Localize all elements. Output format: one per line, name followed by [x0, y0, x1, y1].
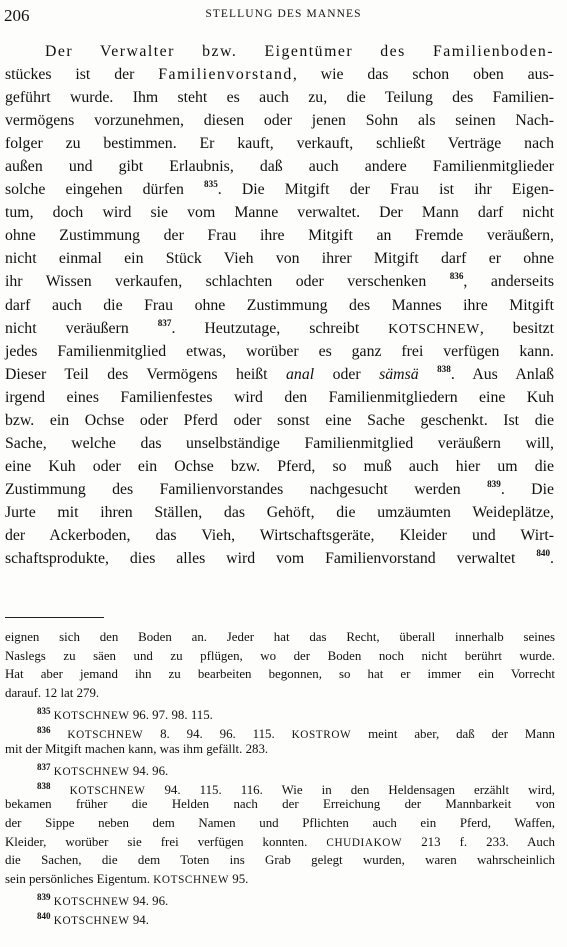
text-line: darf auch die Frau ohne Zustimmung des Mannes ihre Mitgift: [5, 296, 554, 314]
footnote-835: $^{835}$ KOTSCHNEW 96. 97. 98. 115.: [37, 706, 213, 723]
text-line: nicht einmal ein Stück Vieh von ihrer Mitgift darf er ohne: [5, 250, 554, 268]
text-line: ihr Wissen verkaufen, schlachten oder verschenken $^{836}$, anderseits: [5, 271, 554, 291]
footnote-number: 839: [37, 892, 51, 903]
footnote-number: 835: [37, 706, 51, 717]
page-header: [0, 0, 567, 34]
footnote-line: sein persönliches Eigentum. KOTSCHNEW 95.: [5, 871, 249, 886]
text-line: stückes ist der Familienvorstand, wie das schon oben aus-: [5, 66, 554, 84]
text-line: Sache, welche das unselbständige Familienmitglied veräußern will,: [5, 434, 554, 452]
footnote-number: 838: [37, 780, 51, 791]
footnote-separator: [5, 617, 104, 618]
text-line: der Ackerboden, das Vieh, Wirtschaftsgeräte, Kleider und Wirt-: [5, 526, 554, 544]
footnote-line: darauf. 12 lat 279.: [5, 685, 100, 700]
text-line: vermögens vorzunehmen, diesen oder jenen Sohn als seinen Nach-: [5, 112, 554, 130]
author-name: KOTSCHNEW: [53, 766, 130, 779]
text-line: tum, doch wird sie vom Manne verwaltet. Der Mann darf nicht: [5, 204, 554, 222]
text-line: Der Verwalter bzw. Eigentümer des Familienboden-: [45, 43, 554, 60]
footnote-ref: 840: [536, 548, 551, 559]
footnote-line: bekamen früher die Helden nach der Erreichung der Mannbarkeit von: [5, 797, 555, 812]
author-name: KOTSCHNEW: [153, 873, 230, 886]
footnote-line: Kleider, worüber sie frei verfügen konnten. CHUDIAKOW 213 f. 233. Auch: [5, 834, 555, 849]
author-name: KOTSCHNEW: [67, 728, 144, 741]
footnote-number: 840: [37, 910, 51, 921]
text-line: ohne Zustimmung der Frau ihre Mitgift an Fremde veräußern,: [5, 227, 554, 245]
footnote-line: eignen sich den Boden an. Jeder hat das Recht, überall innerhalb seines: [5, 630, 555, 644]
author-name: CHUDIAKOW: [326, 836, 403, 849]
text-line: nicht veräußern $^{837}$. Heutzutage, schreibt KOTSCHNEW, besitzt: [5, 317, 554, 337]
term: sämsä: [379, 365, 419, 383]
text-line: Dieser Teil des Vermögens heißt anal oder sämsä $^{838}$. Aus Anlaß: [5, 363, 555, 383]
text-line: außen und gibt Erlaubnis, daß auch andere Familienmitglieder: [5, 158, 554, 176]
footnote-ref: 835: [204, 179, 218, 190]
term: anal: [286, 365, 315, 383]
text-line: schaftsprodukte, dies alles wird vom Familienvorstand verwaltet $^{840}$.: [5, 548, 554, 568]
footnote-839: $^{839}$ KOTSCHNEW 94. 96.: [37, 892, 169, 909]
emphasis: Familienvorstand: [158, 66, 293, 84]
text-line: solche eingehen dürfen $^{835}$. Die Mitgift der Frau ist ihr Eigen-: [5, 179, 554, 199]
text-line: geführt wurde. Ihm steht es auch zu, die Teilung des Familien-: [5, 89, 554, 107]
running-head: STELLUNG DES MANNES: [205, 8, 362, 20]
footnote-ref: 837: [157, 317, 172, 328]
author-name: KOTSCHNEW: [388, 320, 480, 336]
main-text: [5, 40, 554, 570]
footnotes: [5, 628, 555, 926]
footnote-ref: 839: [487, 479, 501, 490]
author-name: KOSTROW: [291, 728, 352, 741]
author-name: KOTSCHNEW: [53, 914, 130, 927]
footnote-line: Hat aber jemand ihn zu bearbeiten begonnen, so hat er immer ein Vorrecht: [5, 667, 555, 682]
footnote-837: $^{837}$ KOTSCHNEW 94. 96.: [37, 762, 169, 779]
footnote-840: $^{840}$ KOTSCHNEW 94.: [37, 910, 149, 927]
text-line: Jurte mit ihren Ställen, das Gehöft, die umzäumten Weideplätze,: [5, 503, 554, 521]
author-name: KOTSCHNEW: [53, 896, 130, 909]
text-line: irgend eines Familienfestes wird den Familienmitgliedern eine Kuh: [5, 388, 554, 406]
footnote-line: mit der Mitgift machen kann, was ihm gefällt. 283.: [5, 741, 269, 756]
footnote-838: $^{838}$ KOTSCHNEW 94. 115. 116. Wie in den Heldensagen erzählt wird,: [37, 780, 555, 797]
author-name: KOTSCHNEW: [53, 710, 130, 723]
author-name: KOTSCHNEW: [69, 784, 146, 797]
footnote-line: Naslegs zu säen und zu pflügen, wo der Boden noch nicht berührt wurde.: [5, 648, 555, 663]
text-line: Zustimmung des Familienvorstandes nachgesucht werden $^{839}$. Die: [5, 479, 554, 498]
footnote-ref: 836: [449, 271, 464, 282]
footnote-number: 837: [37, 762, 51, 773]
footnote-line: der Sippe neben dem Namen und Pflichten auch ein Pferd, Waffen,: [5, 815, 555, 830]
text-line: eine Kuh oder ein Ochse bzw. Pferd, so muß auch hier um die: [5, 457, 554, 475]
footnote-ref: 838: [437, 363, 451, 374]
footnote-line: die Sachen, die dem Toten ins Grab gelegt wurden, waren wahrscheinlich: [5, 853, 555, 868]
text-line: folger zu bestimmen. Er kauft, verkauft, schließt Verträge nach: [5, 135, 554, 153]
footnote-number: 836: [37, 724, 51, 735]
page-number: 206: [4, 6, 30, 25]
text-line: bzw. ein Ochse oder Pferd oder sonst eine Sache geschenkt. Ist die: [5, 411, 554, 429]
footnote-836: $^{836}$ KOTSCHNEW 8. 94. 96. 115. KOSTROW meint aber, daß der Mann: [37, 724, 555, 741]
text-line: jedes Familienmitglied etwas, worüber es ganz frei verfügen kann.: [5, 342, 554, 360]
